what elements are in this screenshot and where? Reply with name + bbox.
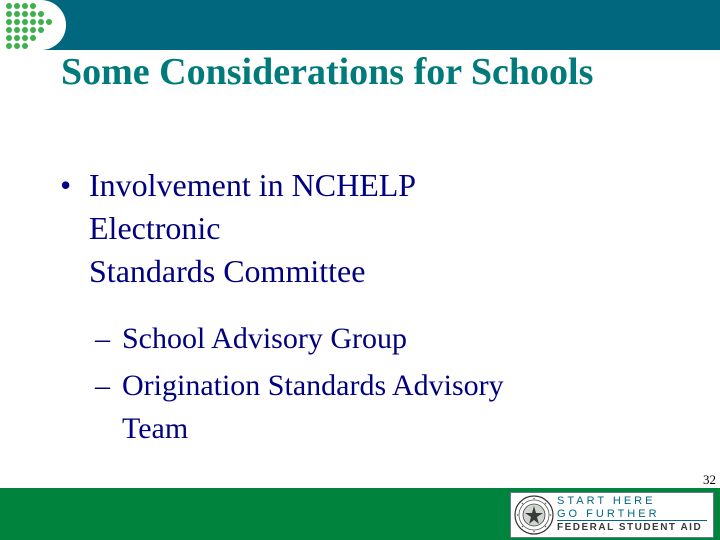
badge-line-start-here: START HERE xyxy=(557,495,656,507)
header-bar xyxy=(0,0,720,50)
sub-bullet-list xyxy=(95,315,615,452)
department-seal-icon xyxy=(514,495,554,535)
sub-bullet-item xyxy=(95,362,615,452)
badge-line-go-further: GO FURTHER xyxy=(557,508,660,520)
logo-tab xyxy=(0,0,66,50)
main-bullet-line-2: Electronic xyxy=(89,210,221,246)
sub-bullet-text: School Advisory Group xyxy=(122,322,407,355)
badge-line-federal-student-aid: FEDERAL STUDENT AID xyxy=(557,522,703,533)
sub-bullet-text-line-1: Origination Standards Advisory xyxy=(122,369,504,402)
sub-bullet-text-line-2: Team xyxy=(122,412,189,445)
page-number: 32 xyxy=(703,472,716,487)
slide-title: Some Considerations for Schools xyxy=(61,51,594,93)
bullet-dot-icon: • xyxy=(60,167,72,203)
dash-icon: – xyxy=(95,369,110,402)
fsa-logo-badge xyxy=(510,492,714,538)
sub-bullet-item xyxy=(95,315,615,362)
badge-divider xyxy=(557,520,707,521)
main-bullet xyxy=(60,164,620,293)
main-bullet-line-3: Standards Committee xyxy=(89,253,366,289)
main-bullet-line-1: Involvement in NCHELP xyxy=(89,167,417,203)
dash-icon: – xyxy=(95,322,110,355)
dot-grid-logo-icon xyxy=(0,0,66,50)
